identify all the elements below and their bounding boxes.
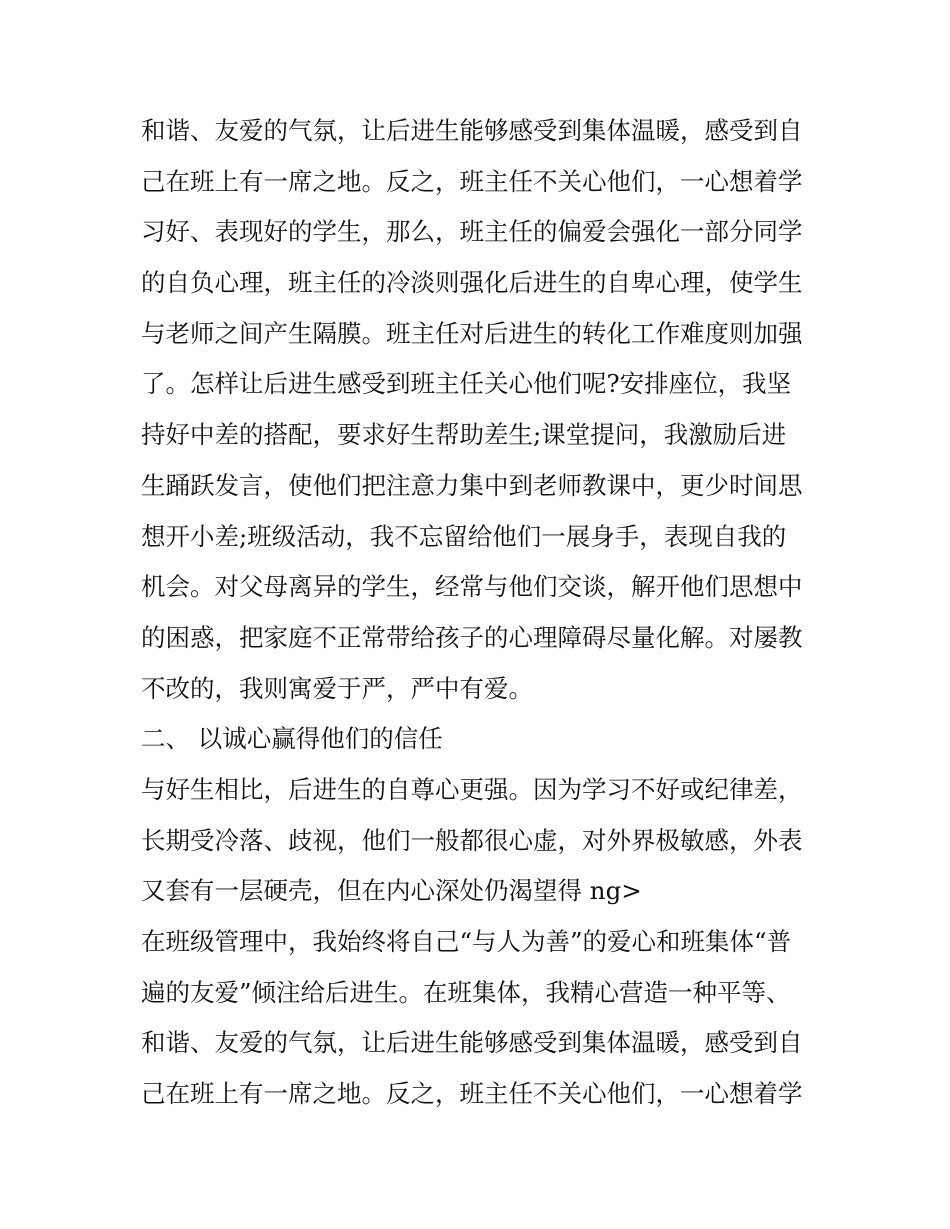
text-line: 和谐、友爱的气氛，让后进生能够感受到集体温暖，感受到自 xyxy=(141,1028,803,1058)
text-line: 的困惑，把家庭不正常带给孩子的心理障碍尽量化解。对屡教 xyxy=(141,622,803,652)
text-line: 持好中差的搭配，要求好生帮助差生;课堂提问，我激励后进 xyxy=(141,420,787,450)
document-body xyxy=(141,106,821,1120)
text-line: 又套有一层硬壳，但在内心深处仍渴望得 ng> xyxy=(141,876,642,906)
text-line: 机会。对父母离异的学生，经常与他们交谈，解开他们思想中 xyxy=(141,572,803,602)
text-line: 的自负心理，班主任的冷淡则强化后进生的自卑心理，使学生 xyxy=(141,268,803,298)
text-line: 生踊跃发言，使他们把注意力集中到老师教课中，更少时间思 xyxy=(141,470,803,500)
section-heading: 二、 以诚心赢得他们的信任 xyxy=(141,724,443,754)
text-line: 习好、表现好的学生，那么，班主任的偏爱会强化一部分同学 xyxy=(141,217,803,247)
text-line: 想开小差;班级活动，我不忘留给他们一展身手，表现自我的 xyxy=(141,521,787,551)
text-line: 在班级管理中，我始终将自己“与人为善”的爱心和班集体“普 xyxy=(141,927,792,956)
text-line: 不改的，我则寓爱于严，严中有爱。 xyxy=(141,673,533,703)
text-line: 和谐、友爱的气氛，让后进生能够感受到集体温暖，感受到自 xyxy=(141,116,803,145)
text-line: 遍的友爱”倾注给后进生。在班集体，我精心营造一种平等、 xyxy=(141,977,791,1007)
text-line: 了。怎样让后进生感受到班主任关心他们呢?安排座位，我坚 xyxy=(141,369,792,399)
text-line: 己在班上有一席之地。反之，班主任不关心他们，一心想着学 xyxy=(141,1079,803,1109)
text-line: 与好生相比，后进生的自尊心更强。因为学习不好或纪律差， xyxy=(141,774,803,804)
text-line: 与老师之间产生隔膜。班主任对后进生的转化工作难度则加强 xyxy=(141,318,803,348)
text-line: 己在班上有一席之地。反之，班主任不关心他们，一心想着学 xyxy=(141,166,803,196)
text-line: 长期受冷落、歧视，他们一般都很心虚，对外界极敏感，外表 xyxy=(141,825,803,855)
